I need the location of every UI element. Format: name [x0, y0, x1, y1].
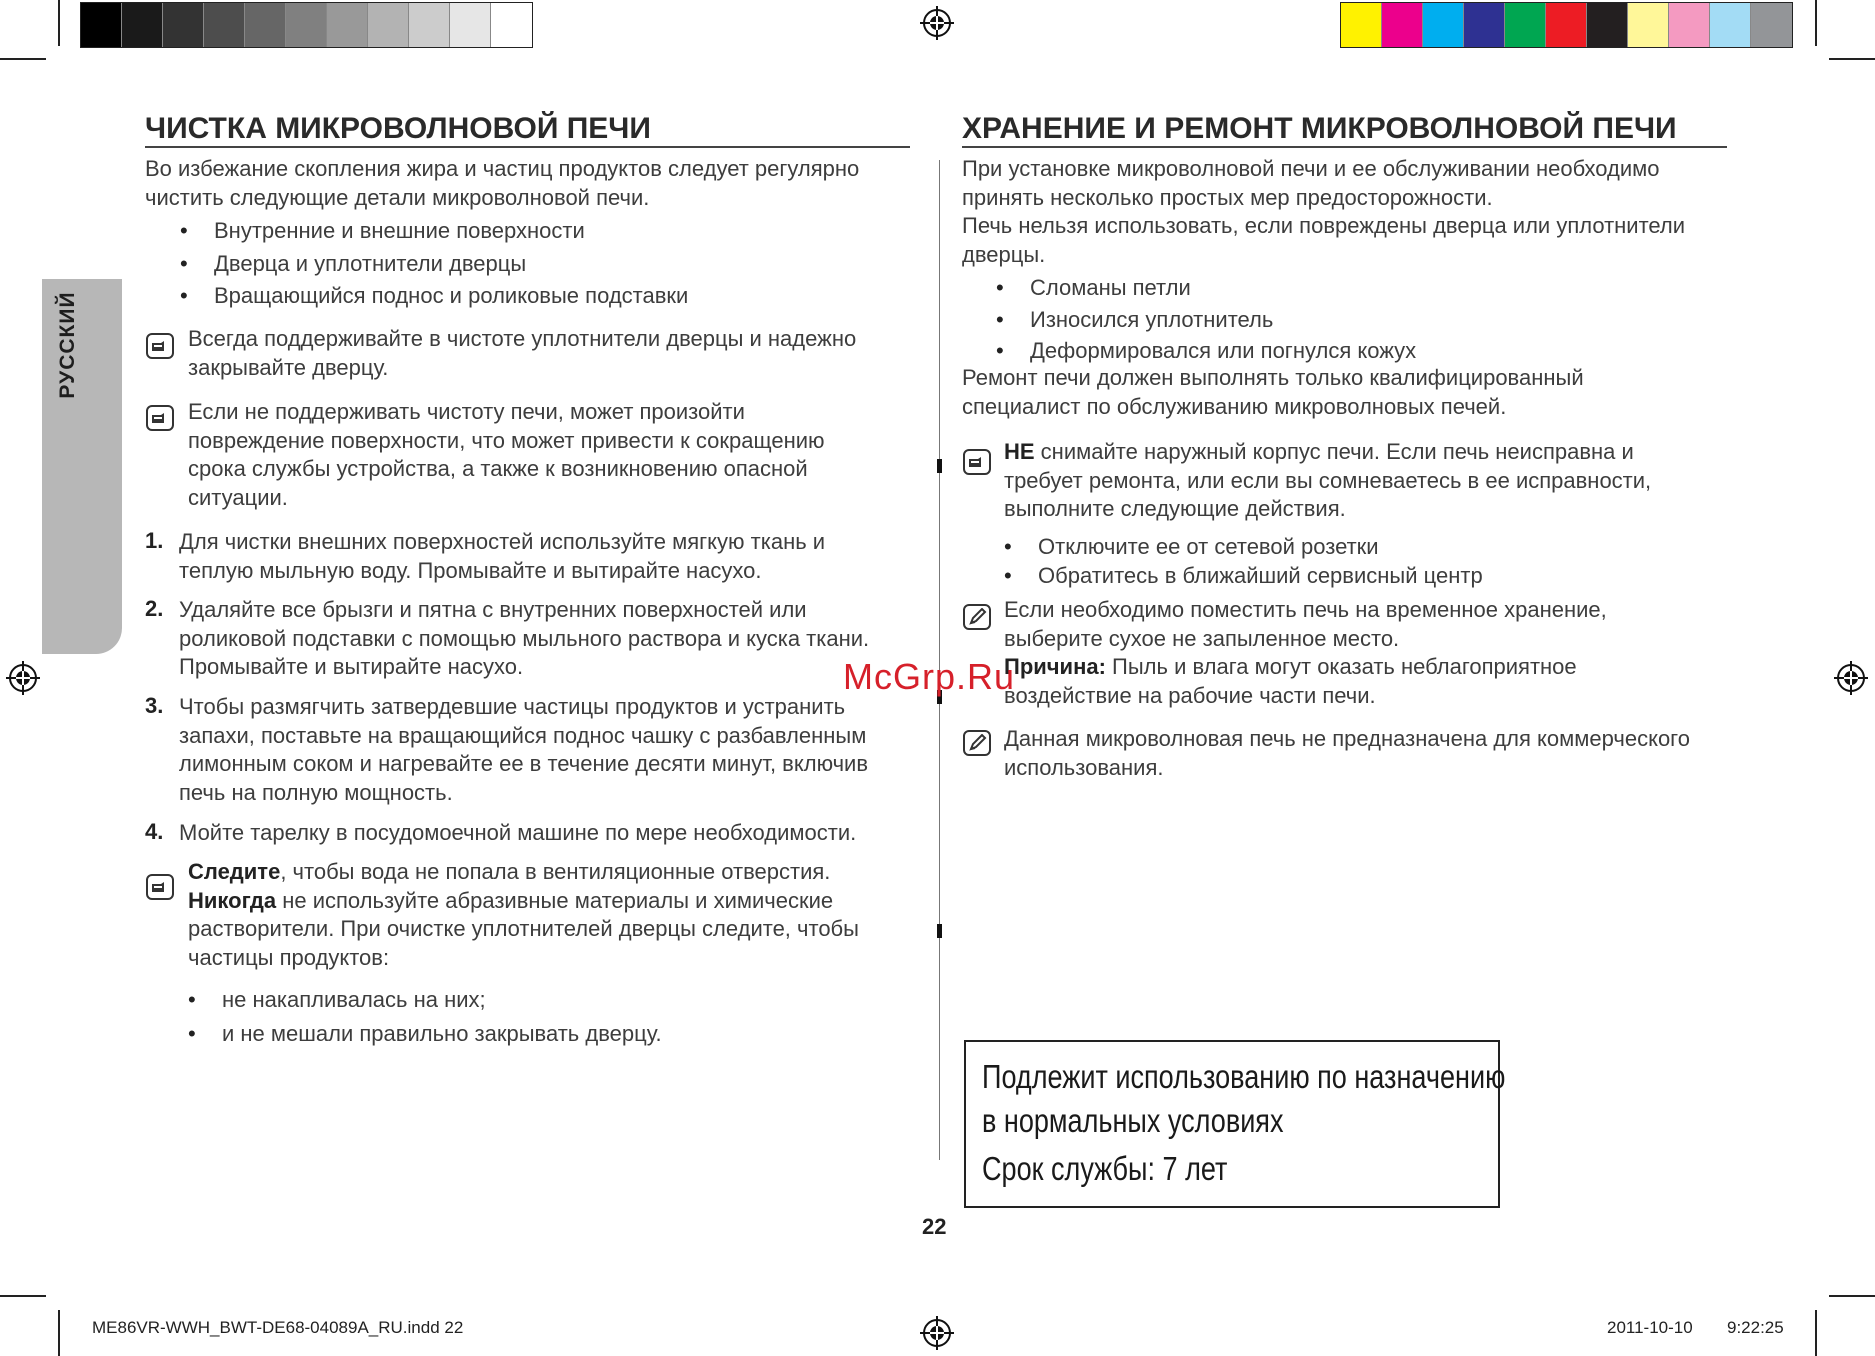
crop-mark: [1829, 58, 1875, 60]
crop-mark: [0, 58, 46, 60]
list-item: • Внутренние и внешние поверхности: [180, 215, 688, 248]
list-item: • Обратитесь в ближайший сервисный центр: [1004, 561, 1483, 590]
note-line: использования.: [1004, 754, 1164, 780]
repair-line: Ремонт печи должен выполнять только квалифицированный: [962, 365, 1584, 390]
color-swatch: [81, 3, 122, 47]
footer-date: 2011-10-10: [1607, 1318, 1693, 1337]
grayscale-color-bar: [80, 2, 533, 48]
list-item: • и не мешали правильно закрывать дверцу.: [188, 1017, 662, 1051]
cleaning-parts-list: [180, 215, 688, 313]
step-line: Мойте тарелку в посудомоечной машине по мере необходимости.: [179, 820, 857, 845]
crop-mark: [58, 0, 60, 46]
note-text: Пыль и влага могут оказать неблагоприятное: [1105, 654, 1577, 679]
color-swatch: [327, 3, 368, 47]
step-text: [179, 528, 825, 585]
step-line: Чтобы размягчить затвердевшие частицы продуктов и устранить: [179, 694, 846, 719]
step-line: роликовой подставки с помощью мыльного раствора и куска ткани.: [179, 625, 870, 651]
note-line: ситуации.: [188, 484, 288, 510]
color-swatch: [1341, 3, 1382, 47]
step-number: 1.: [145, 528, 164, 553]
color-swatch: [368, 3, 409, 47]
divider-tick: [937, 924, 942, 938]
language-tab: [42, 279, 122, 654]
list-item: • Дверца и уплотнители дверцы: [180, 248, 688, 281]
service-box-line: в нормальных условиях: [982, 1102, 1284, 1139]
page-number: 22: [922, 1214, 947, 1239]
color-swatch: [245, 3, 286, 47]
emphasis: Следите: [188, 859, 281, 884]
registration-mark-icon: [6, 661, 40, 695]
process-color-bar: [1340, 2, 1793, 48]
color-swatch: [163, 3, 204, 47]
list-item: • Отключите ее от сетевой розетки: [1004, 532, 1483, 561]
step-line: печь на полную мощность.: [179, 779, 453, 805]
step-number: 3.: [145, 693, 164, 718]
note-commercial-use: [1004, 725, 1690, 782]
intro-line: дверцы.: [962, 241, 1046, 267]
cleaning-intro: [145, 155, 859, 212]
note-text: снимайте наружный корпус печи. Если печь неисправна и: [1034, 439, 1634, 464]
step-text: [179, 596, 869, 682]
note-line: [188, 858, 859, 887]
footer-time: 9:22:25: [1727, 1318, 1784, 1337]
service-life-box: [964, 1040, 1506, 1208]
color-swatch: [1423, 3, 1464, 47]
intro-line: принять несколько простых мер предосторожности.: [962, 184, 1493, 210]
registration-mark-icon: [920, 6, 954, 40]
color-swatch: [1546, 3, 1587, 47]
color-swatch: [1382, 3, 1423, 47]
note-line: срока службы устройства, а также к возникновению опасной: [188, 456, 808, 481]
note-line: требует ремонта, или если вы сомневаетесь в ее исправности,: [1004, 467, 1652, 493]
repair-notice: [962, 364, 1584, 421]
language-tab-label: РУССКИЙ: [56, 291, 79, 399]
color-swatch: [1710, 3, 1751, 47]
note-text: не используйте абразивные материалы и химические: [276, 887, 834, 913]
emphasis: Никогда: [188, 887, 277, 913]
crop-mark: [0, 1295, 46, 1297]
color-swatch: [286, 3, 327, 47]
note-line: Если необходимо поместить печь на временное хранение,: [1004, 597, 1607, 622]
list-item: • не накапливалась на них;: [188, 983, 662, 1017]
color-swatch: [204, 3, 245, 47]
repair-actions-list: [1004, 532, 1483, 590]
color-swatch: [1464, 3, 1505, 47]
note-line: Всегда поддерживайте в чистоте уплотнители дверцы и надежно: [188, 326, 857, 351]
step-text: [179, 819, 856, 848]
note-line: [1004, 653, 1607, 682]
cleaning-section-title: ЧИСТКА МИКРОВОЛНОВОЙ ПЕЧИ: [145, 112, 910, 148]
registration-mark-icon: [1834, 661, 1868, 695]
note-line: частицы продуктов:: [188, 944, 390, 970]
step-line: Для чистки внешних поверхностей используйте мягкую ткань и: [179, 529, 826, 554]
pencil-note-icon: [963, 604, 991, 630]
crop-mark: [58, 1310, 60, 1356]
intro-line: Печь нельзя использовать, если повреждены дверца или уплотнители: [962, 213, 1686, 238]
step-line: теплую мыльную воду. Промывайте и вытирайте насухо.: [179, 557, 762, 583]
note-ventilation-warning: [188, 858, 859, 972]
crop-mark: [1815, 1310, 1817, 1356]
list-item: • Вращающийся поднос и роликовые подставки: [180, 280, 688, 313]
list-item: • Деформировался или погнулся кожух: [996, 335, 1416, 367]
list-item: • Сломаны петли: [996, 272, 1416, 304]
emphasis: Причина:: [1004, 654, 1106, 679]
service-box-line: Подлежит использованию по назначению: [982, 1058, 1506, 1095]
damage-list: [996, 272, 1416, 367]
note-line: Если не поддерживать чистоту печи, может произойти: [188, 399, 745, 424]
note-line: растворители. При очистке уплотнителей дверцы следите, чтобы: [188, 916, 859, 941]
note-door-seals: [188, 325, 856, 382]
note-line: Данная микроволновая печь не предназначена для коммерческого: [1004, 726, 1690, 751]
note-line: повреждение поверхности, что может привести к сокращению: [188, 427, 825, 453]
crop-mark: [1829, 1295, 1875, 1297]
note-storage: [1004, 596, 1607, 710]
step-text: [179, 693, 868, 807]
service-life-value: Срок службы: 7 лет: [982, 1150, 1228, 1187]
intro-line: чистить следующие детали микроволновой печи.: [145, 184, 650, 210]
note-line: воздействие на рабочие части печи.: [1004, 682, 1376, 708]
color-swatch: [409, 3, 450, 47]
step-number: 2.: [145, 596, 164, 621]
pencil-note-icon: [963, 730, 991, 756]
watermark: McGrp.Ru: [843, 656, 1016, 697]
note-line: выберите сухое не запыленное место.: [1004, 625, 1400, 651]
color-swatch: [491, 3, 532, 47]
color-swatch: [1751, 3, 1792, 47]
note-cleanliness-warning: [188, 398, 825, 512]
color-swatch: [122, 3, 163, 47]
repair-line: специалист по обслуживанию микроволновых печей.: [962, 393, 1507, 419]
note-line: закрывайте дверцу.: [188, 354, 389, 380]
list-item: • Износился уплотнитель: [996, 304, 1416, 336]
note-line: [188, 887, 859, 916]
emphasis: НЕ: [1004, 439, 1035, 464]
note-icon: [963, 449, 991, 475]
color-swatch: [1628, 3, 1669, 47]
divider-tick: [937, 459, 942, 473]
color-swatch: [450, 3, 491, 47]
note-line: выполните следующие действия.: [1004, 496, 1346, 521]
step-line: Удаляйте все брызги и пятна с внутренних поверхностей или: [179, 597, 807, 622]
note-icon: [146, 405, 174, 431]
note-do-not-remove-casing: [1004, 438, 1651, 524]
intro-line: При установке микроволновой печи и ее обслуживании необходимо: [962, 156, 1660, 181]
door-seal-list: [188, 983, 662, 1051]
note-icon: [146, 874, 174, 900]
color-swatch: [1669, 3, 1710, 47]
crop-mark: [1815, 0, 1817, 46]
intro-line: Во избежание скопления жира и частиц продуктов следует регулярно: [145, 156, 860, 181]
note-text: , чтобы вода не попала в вентиляционные отверстия.: [280, 859, 831, 884]
step-line: Промывайте и вытирайте насухо.: [179, 654, 524, 679]
color-swatch: [1587, 3, 1628, 47]
color-swatch: [1505, 3, 1546, 47]
footer-filename: ME86VR-WWH_BWT-DE68-04089A_RU.indd 22: [92, 1318, 464, 1337]
step-line: лимонным соком и нагревайте ее в течение десяти минут, включив: [179, 751, 869, 776]
step-number: 4.: [145, 819, 164, 844]
storage-intro: [962, 155, 1685, 269]
step-line: запахи, поставьте на вращающийся поднос чашку с разбавленным: [179, 722, 867, 748]
note-line: [1004, 438, 1651, 467]
registration-mark-icon: [920, 1316, 954, 1350]
storage-section-title: ХРАНЕНИЕ И РЕМОНТ МИКРОВОЛНОВОЙ ПЕЧИ: [962, 112, 1727, 148]
note-icon: [146, 333, 174, 359]
